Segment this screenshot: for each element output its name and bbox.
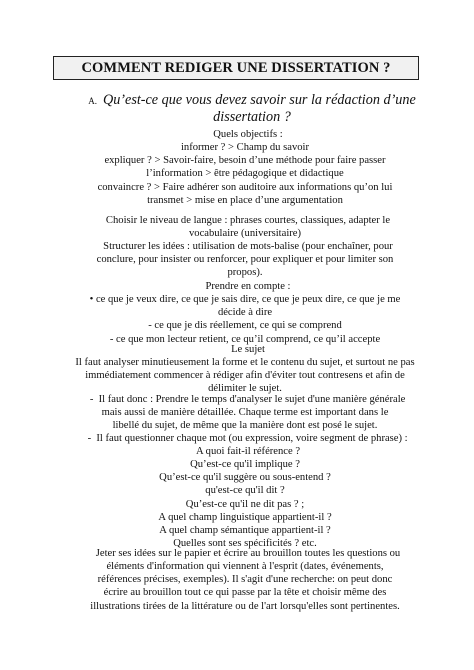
section-marker: A.: [88, 96, 97, 106]
idees-line-3: propos).: [227, 267, 263, 279]
objective-convaincre-cont: transmet > mise en place d’une argumentation: [147, 194, 343, 206]
dash-marker: -: [89, 394, 94, 405]
langue-line-1: Choisir le niveau de langue : phrases courtes, classiques, adapter le: [105, 215, 391, 226]
jeter-line-4: écrire au brouillon tout ce qui passe par la tête et choisir même des: [103, 587, 387, 599]
compte-line-4: - ce que mon lecteur retient, ce qu’il comprend, ce qu’il accepte: [109, 333, 381, 345]
sujet-dash-2-line-1: Il faut questionner chaque mot (ou expression, voire segment de phrase) :: [96, 433, 408, 444]
question-item: A quel champ sémantique appartient-il ?: [159, 524, 331, 536]
langue-line-2: vocabulaire (universitaire): [188, 228, 302, 240]
question-item: Qu’est-ce qu'il suggère ou sous-entend ?: [159, 472, 331, 484]
idees-block: [50, 240, 440, 279]
question-item: A quoi fait-il référence ?: [195, 446, 301, 457]
questions-block: [50, 445, 440, 550]
question-item: Qu’est-ce qu'il implique ?: [190, 459, 300, 471]
question-item: Qu’est-ce qu'il ne dit pas ? ;: [185, 498, 305, 510]
jeter-line-1: Jeter ses idées sur le papier et écrire au brouillon toutes les questions ou: [95, 548, 401, 559]
dash-marker: -: [87, 433, 92, 444]
compte-line-3: - ce que je dis réellement, ce qui se comprend: [148, 320, 342, 332]
heading-line-2: dissertation ?: [213, 109, 291, 126]
objective-expliquer: expliquer ? > Savoir-faire, besoin d’une méthode pour faire passer: [104, 155, 386, 167]
compte-block: [50, 280, 440, 346]
sujet-para-line-2: immédiatement commencer à rédiger afin d'éviter tout contresens et afin de: [85, 370, 405, 382]
sujet-block: [50, 343, 440, 396]
jeter-line-5: illustrations tirées de la littérature ou de l'art lorsqu'elles sont pertinentes.: [90, 600, 400, 612]
langue-block: [50, 214, 440, 240]
compte-label: Prendre en compte :: [205, 281, 291, 292]
sujet-dash-1-line-2: mais aussi de manière détaillée. Chaque terme est important dans le: [101, 407, 389, 419]
sujet-label: Le sujet: [231, 344, 265, 355]
objective-expliquer-cont: l’information > être pédagogique et didactique: [146, 168, 344, 180]
document-title: COMMENT REDIGER UNE DISSERTATION ?: [53, 56, 419, 80]
objectives-label: Quels objectifs :: [213, 129, 283, 140]
question-item: qu'est-ce qu'il dit ?: [205, 485, 285, 497]
sujet-dash-1: [50, 393, 440, 432]
sujet-dash-1-line-1: Il faut donc : Prendre le temps d'analyser le sujet d'une manière générale: [98, 394, 406, 405]
question-item: A quel champ linguistique appartient-il ?: [158, 511, 332, 523]
sujet-dash-2: [50, 432, 440, 445]
question-item: Quelles sont ses spécificités ? etc.: [173, 537, 317, 549]
jeter-block: [50, 547, 440, 613]
sujet-para-line-1: Il faut analyser minutieusement la forme et le contenu du sujet, et surtout ne pas: [75, 357, 415, 369]
jeter-line-3: références précises, exemples). Il s'agit d'une recherche: on peut donc: [97, 574, 393, 586]
objectives-block: [50, 128, 440, 207]
sujet-para-line-3: délimiter le sujet.: [208, 383, 282, 395]
compte-line-1: • ce que je veux dire, ce que je sais dire, ce que je peux dire, ce que je me: [89, 294, 401, 306]
section-a-heading: [62, 92, 442, 127]
jeter-line-2: éléments d'information qui viennent à l'esprit (dates, événements,: [106, 561, 384, 573]
compte-line-2: décide à dire: [217, 307, 273, 319]
idees-line-2: conclure, pour insister ou renforcer, pour expliquer et pour limiter son: [96, 254, 394, 266]
objective-convaincre: convaincre ? > Faire adhérer son auditoire aux informations qu’on lui: [97, 181, 393, 193]
objective-informer: informer ? > Champ du savoir: [180, 142, 310, 154]
heading-line-1: Qu’est-ce que vous devez savoir sur la rédaction d’une: [102, 92, 416, 108]
idees-line-1: Structurer les idées : utilisation de mots-balise (pour enchaîner, pour: [103, 241, 393, 252]
sujet-dash-1-line-3: libellé du sujet, de même que la manière dont est posé le sujet.: [112, 420, 378, 432]
